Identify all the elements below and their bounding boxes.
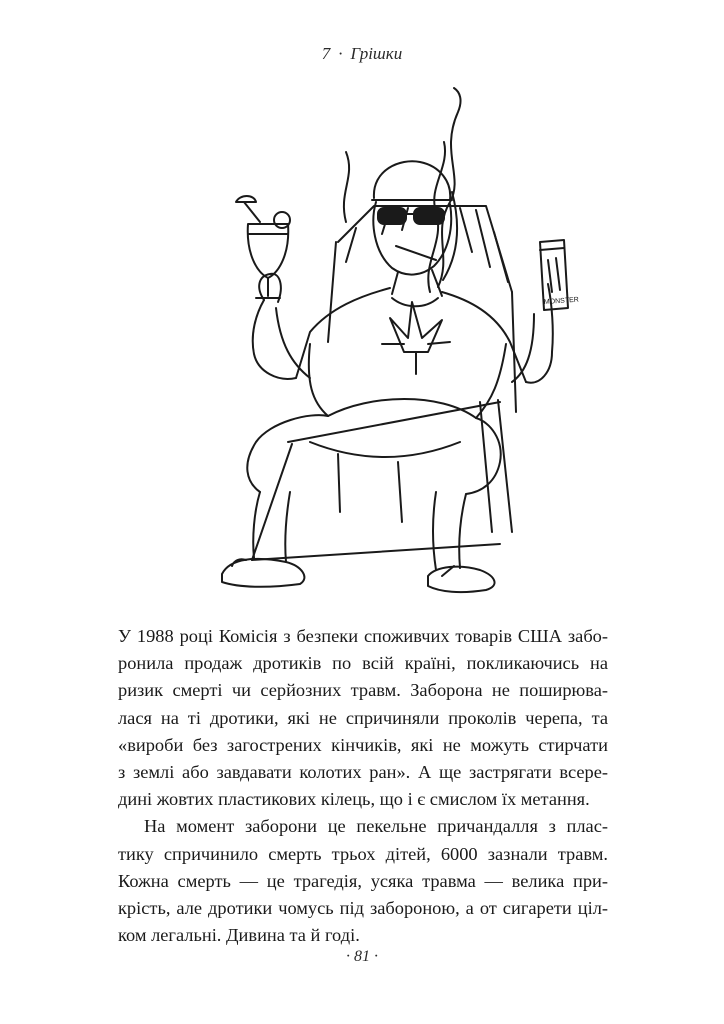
text-line: ронила продаж дротиків по всій країні, покликаючись на: [118, 653, 608, 674]
flip-flop-right-icon: [428, 566, 495, 592]
chapter-title: Грішки: [350, 44, 403, 63]
leaf-icon: [382, 302, 450, 374]
text-line: Кожна смерть — це трагедія, усяка травма — велика при-: [118, 870, 608, 891]
paragraph-2: [118, 813, 608, 949]
text-line: тику спричинило смерть трьох дітей, 6000 зазнали травм.: [118, 843, 608, 864]
text-line: лася на ті дротики, які не спричиняли проколів черепа, та: [118, 707, 608, 728]
flip-flop-left-icon: [222, 559, 304, 587]
text-line: ризик смерті чи серйозних травм. Заборона не поширюва-: [118, 680, 608, 701]
running-header: [0, 44, 724, 64]
text-line: ком легальні. Дивина та й годі.: [118, 925, 360, 946]
text-line: дині жовтих пластикових кілець, що і є смислом їх метання.: [118, 789, 590, 810]
text-line: крість, але дротики чомусь під забороною, а от сигарети ціл-: [118, 898, 608, 919]
text-line: У 1988 році Комісія з безпеки споживчих товарів США забо-: [118, 626, 608, 646]
text-line: з землі або завдавати колотих ран». А ще застрягати всере-: [118, 762, 608, 783]
paragraph-1: [118, 623, 608, 813]
text-line: На момент заборони це пекельне причандалля з плас-: [144, 816, 608, 837]
drink-can-icon: [540, 240, 579, 310]
illustration-man-in-deck-chair: [160, 82, 600, 602]
smoke-icon: [344, 88, 461, 292]
text-line: «вироби без загострених кінчиків, які не можуть стирчати: [118, 734, 608, 755]
cocktail-glass-icon: [236, 196, 290, 298]
header-separator: ·: [338, 44, 343, 63]
body-text: [118, 623, 608, 949]
chapter-number: 7: [321, 44, 331, 63]
can-label: MONSTER: [543, 296, 580, 306]
page-number: · 81 ·: [346, 948, 378, 965]
